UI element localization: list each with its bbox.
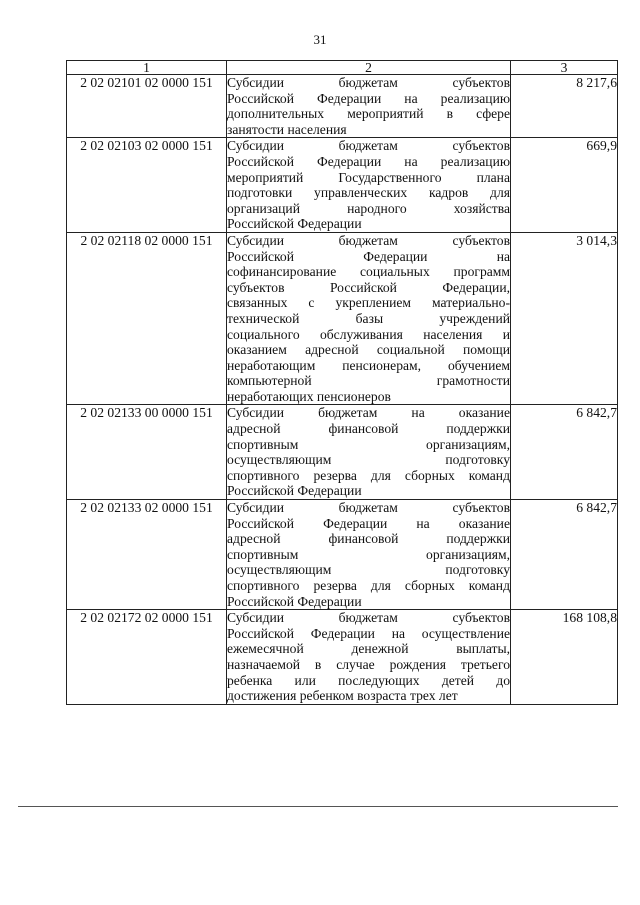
description-line: Российской Федерации bbox=[227, 216, 362, 232]
description-line: занятости населения bbox=[227, 121, 347, 137]
description-line: спортивного резерва для сборных команд bbox=[227, 467, 510, 483]
description-line: адресной финансовой поддержки bbox=[227, 421, 510, 437]
description-line: компьютерной грамотности bbox=[227, 373, 510, 389]
description-line: Российской Федерации на осуществление bbox=[227, 625, 510, 641]
table-row bbox=[67, 405, 618, 500]
amount-cell: 3 014,3 bbox=[511, 232, 618, 405]
amount-cell: 8 217,6 bbox=[511, 75, 618, 138]
description-line: Российской Федерации на реализацию bbox=[227, 153, 510, 169]
description-line: Российской Федерации на bbox=[227, 248, 510, 264]
page-number: 31 bbox=[313, 32, 327, 47]
description-line: неработающих пенсионеров bbox=[227, 388, 391, 404]
amount-cell: 669,9 bbox=[511, 138, 618, 233]
table-row bbox=[67, 232, 618, 405]
budget-code-cell: 2 02 02103 02 0000 151 bbox=[67, 138, 227, 233]
budget-code-cell: 2 02 02118 02 0000 151 bbox=[67, 232, 227, 405]
description-line: адресной финансовой поддержки bbox=[227, 531, 510, 547]
table-header-row bbox=[67, 61, 618, 75]
description-line: Субсидии бюджетам на оказание bbox=[227, 405, 510, 421]
page-bottom-rule bbox=[18, 806, 618, 807]
description-cell bbox=[227, 610, 511, 705]
description-line: оказанием адресной социальной помощи bbox=[227, 342, 510, 358]
description-cell bbox=[227, 232, 511, 405]
description-line: достижения ребенком возраста трех лет bbox=[227, 688, 458, 704]
description-cell bbox=[227, 405, 511, 500]
column-header-amount: 3 bbox=[511, 61, 618, 75]
description-line: осуществляющим подготовку bbox=[227, 562, 510, 578]
description-line: Российской Федерации bbox=[227, 593, 362, 609]
description-line: Российской Федерации bbox=[227, 483, 362, 499]
description-line: спортивным организациям, bbox=[227, 436, 510, 452]
amount-cell: 6 842,7 bbox=[511, 405, 618, 500]
description-line: организаций народного хозяйства bbox=[227, 200, 510, 216]
description-line: софинансирование социальных программ bbox=[227, 264, 510, 280]
description-line: Субсидии бюджетам субъектов bbox=[227, 610, 510, 626]
table-row bbox=[67, 138, 618, 233]
budget-code-cell: 2 02 02133 02 0000 151 bbox=[67, 500, 227, 610]
description-line: Субсидии бюджетам субъектов bbox=[227, 138, 510, 154]
description-line: осуществляющим подготовку bbox=[227, 452, 510, 468]
description-line: дополнительных мероприятий в сфере bbox=[227, 106, 510, 122]
budget-table bbox=[66, 60, 618, 705]
description-line: спортивного резерва для сборных команд bbox=[227, 578, 510, 593]
description-line: Российской Федерации на оказание bbox=[227, 515, 510, 531]
description-line: Субсидии бюджетам субъектов bbox=[227, 75, 510, 90]
table-row bbox=[67, 500, 618, 610]
description-line: неработающим пенсионерам, обучением bbox=[227, 357, 510, 373]
budget-code-cell: 2 02 02172 02 0000 151 bbox=[67, 610, 227, 705]
column-header-description: 2 bbox=[227, 61, 511, 75]
description-line: Субсидии бюджетам субъектов bbox=[227, 500, 510, 516]
table-row bbox=[67, 610, 618, 705]
description-line: назначаемой в случае рождения третьего bbox=[227, 656, 510, 672]
description-line: Субсидии бюджетам субъектов bbox=[227, 232, 510, 248]
amount-cell: 168 108,8 bbox=[511, 610, 618, 705]
description-line: ежемесячной денежной выплаты, bbox=[227, 641, 510, 657]
table-row bbox=[67, 75, 618, 138]
budget-code-cell: 2 02 02133 00 0000 151 bbox=[67, 405, 227, 500]
description-line: социального обслуживания населения и bbox=[227, 326, 510, 342]
description-cell bbox=[227, 138, 511, 233]
description-line: Российской Федерации на реализацию bbox=[227, 90, 510, 106]
description-line: субъектов Российской Федерации, bbox=[227, 279, 510, 295]
description-line: спортивным организациям, bbox=[227, 546, 510, 562]
description-line: ребенка или последующих детей до bbox=[227, 672, 510, 688]
budget-code-cell: 2 02 02101 02 0000 151 bbox=[67, 75, 227, 138]
description-line: технической базы учреждений bbox=[227, 310, 510, 326]
amount-cell: 6 842,7 bbox=[511, 500, 618, 610]
description-line: связанных с укреплением материально- bbox=[227, 295, 510, 311]
description-line: мероприятий Государственного плана bbox=[227, 169, 510, 185]
column-header-code: 1 bbox=[67, 61, 227, 75]
description-cell bbox=[227, 500, 511, 610]
description-line: подготовки управленческих кадров для bbox=[227, 185, 510, 201]
description-cell bbox=[227, 75, 511, 138]
